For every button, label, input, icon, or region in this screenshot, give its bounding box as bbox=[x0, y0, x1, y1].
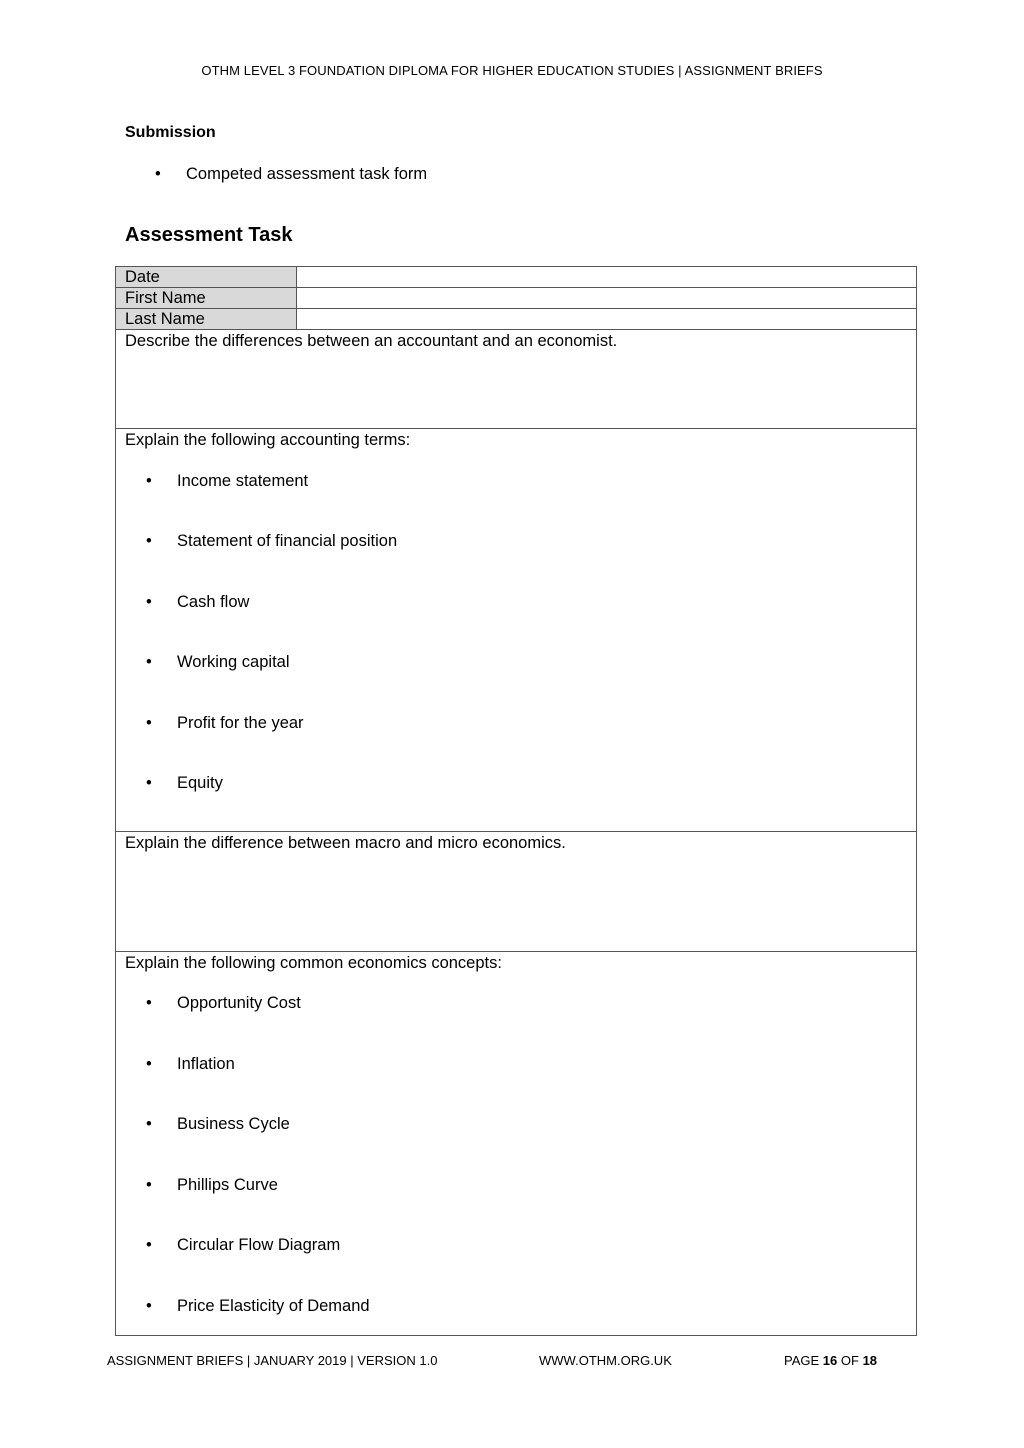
bullet-icon: • bbox=[146, 1297, 152, 1315]
bullet-icon: • bbox=[146, 714, 152, 732]
page-of: OF bbox=[840, 1353, 859, 1368]
question-prompt: Explain the following common economics concepts: bbox=[125, 954, 502, 972]
list-item-text: Inflation bbox=[177, 1055, 235, 1073]
list-item-text: Income statement bbox=[177, 472, 309, 490]
bullet-icon: • bbox=[146, 593, 152, 611]
submission-item-text: Competed assessment task form bbox=[186, 165, 428, 183]
bullet-icon: • bbox=[146, 774, 152, 792]
footer-website-link[interactable]: WWW.OTHM.ORG.UK bbox=[539, 1353, 672, 1368]
list-item-text: Equity bbox=[177, 774, 223, 792]
question-macro-micro-economics[interactable] bbox=[115, 831, 917, 952]
footer-page-number bbox=[784, 1353, 877, 1368]
running-header: OTHM LEVEL 3 FOUNDATION DIPLOMA FOR HIGHER EDUCATION STUDIES | ASSIGNMENT BRIEFS bbox=[201, 63, 823, 78]
assessment-task-heading: Assessment Task bbox=[125, 224, 293, 246]
question-accounting-terms[interactable] bbox=[115, 428, 917, 832]
last-name-field[interactable] bbox=[296, 308, 917, 330]
list-item-text: Opportunity Cost bbox=[177, 994, 301, 1012]
question-economics-concepts[interactable] bbox=[115, 951, 917, 1336]
last-name-label: Last Name bbox=[115, 308, 297, 330]
list-item-text: Price Elasticity of Demand bbox=[177, 1297, 370, 1315]
list-item-text: Phillips Curve bbox=[177, 1176, 278, 1194]
question-prompt: Describe the differences between an accountant and an economist. bbox=[125, 332, 618, 350]
date-field[interactable] bbox=[296, 266, 917, 288]
bullet-icon: • bbox=[146, 653, 152, 671]
question-prompt: Explain the following accounting terms: bbox=[125, 431, 411, 449]
bullet-icon: • bbox=[146, 1176, 152, 1194]
list-item-text: Profit for the year bbox=[177, 714, 304, 732]
bullet-icon: • bbox=[146, 994, 152, 1012]
question-prompt: Explain the difference between macro and micro economics. bbox=[125, 834, 566, 852]
bullet-icon: • bbox=[146, 1115, 152, 1133]
list-item-text: Business Cycle bbox=[177, 1115, 290, 1133]
list-item-text: Circular Flow Diagram bbox=[177, 1236, 341, 1254]
date-label: Date bbox=[115, 266, 297, 288]
list-item-text: Cash flow bbox=[177, 593, 250, 611]
page-prefix: PAGE bbox=[784, 1353, 820, 1368]
bullet-icon: • bbox=[146, 1055, 152, 1073]
page-total: 18 bbox=[862, 1353, 878, 1368]
bullet-icon: • bbox=[146, 472, 152, 490]
list-item-text: Statement of financial position bbox=[177, 532, 398, 550]
bullet-icon: • bbox=[146, 532, 152, 550]
footer-document-info: ASSIGNMENT BRIEFS | JANUARY 2019 | VERSION 1.0 bbox=[107, 1353, 438, 1368]
list-item-text: Working capital bbox=[177, 653, 290, 671]
first-name-field[interactable] bbox=[296, 287, 917, 309]
bullet-icon: • bbox=[146, 1236, 152, 1254]
bullet-icon: • bbox=[155, 165, 161, 183]
assessment-table bbox=[115, 266, 917, 1336]
submission-heading: Submission bbox=[125, 124, 216, 141]
page-current: 16 bbox=[822, 1353, 838, 1368]
first-name-label: First Name bbox=[115, 287, 297, 309]
question-differences-accountant-economist[interactable] bbox=[115, 329, 917, 429]
